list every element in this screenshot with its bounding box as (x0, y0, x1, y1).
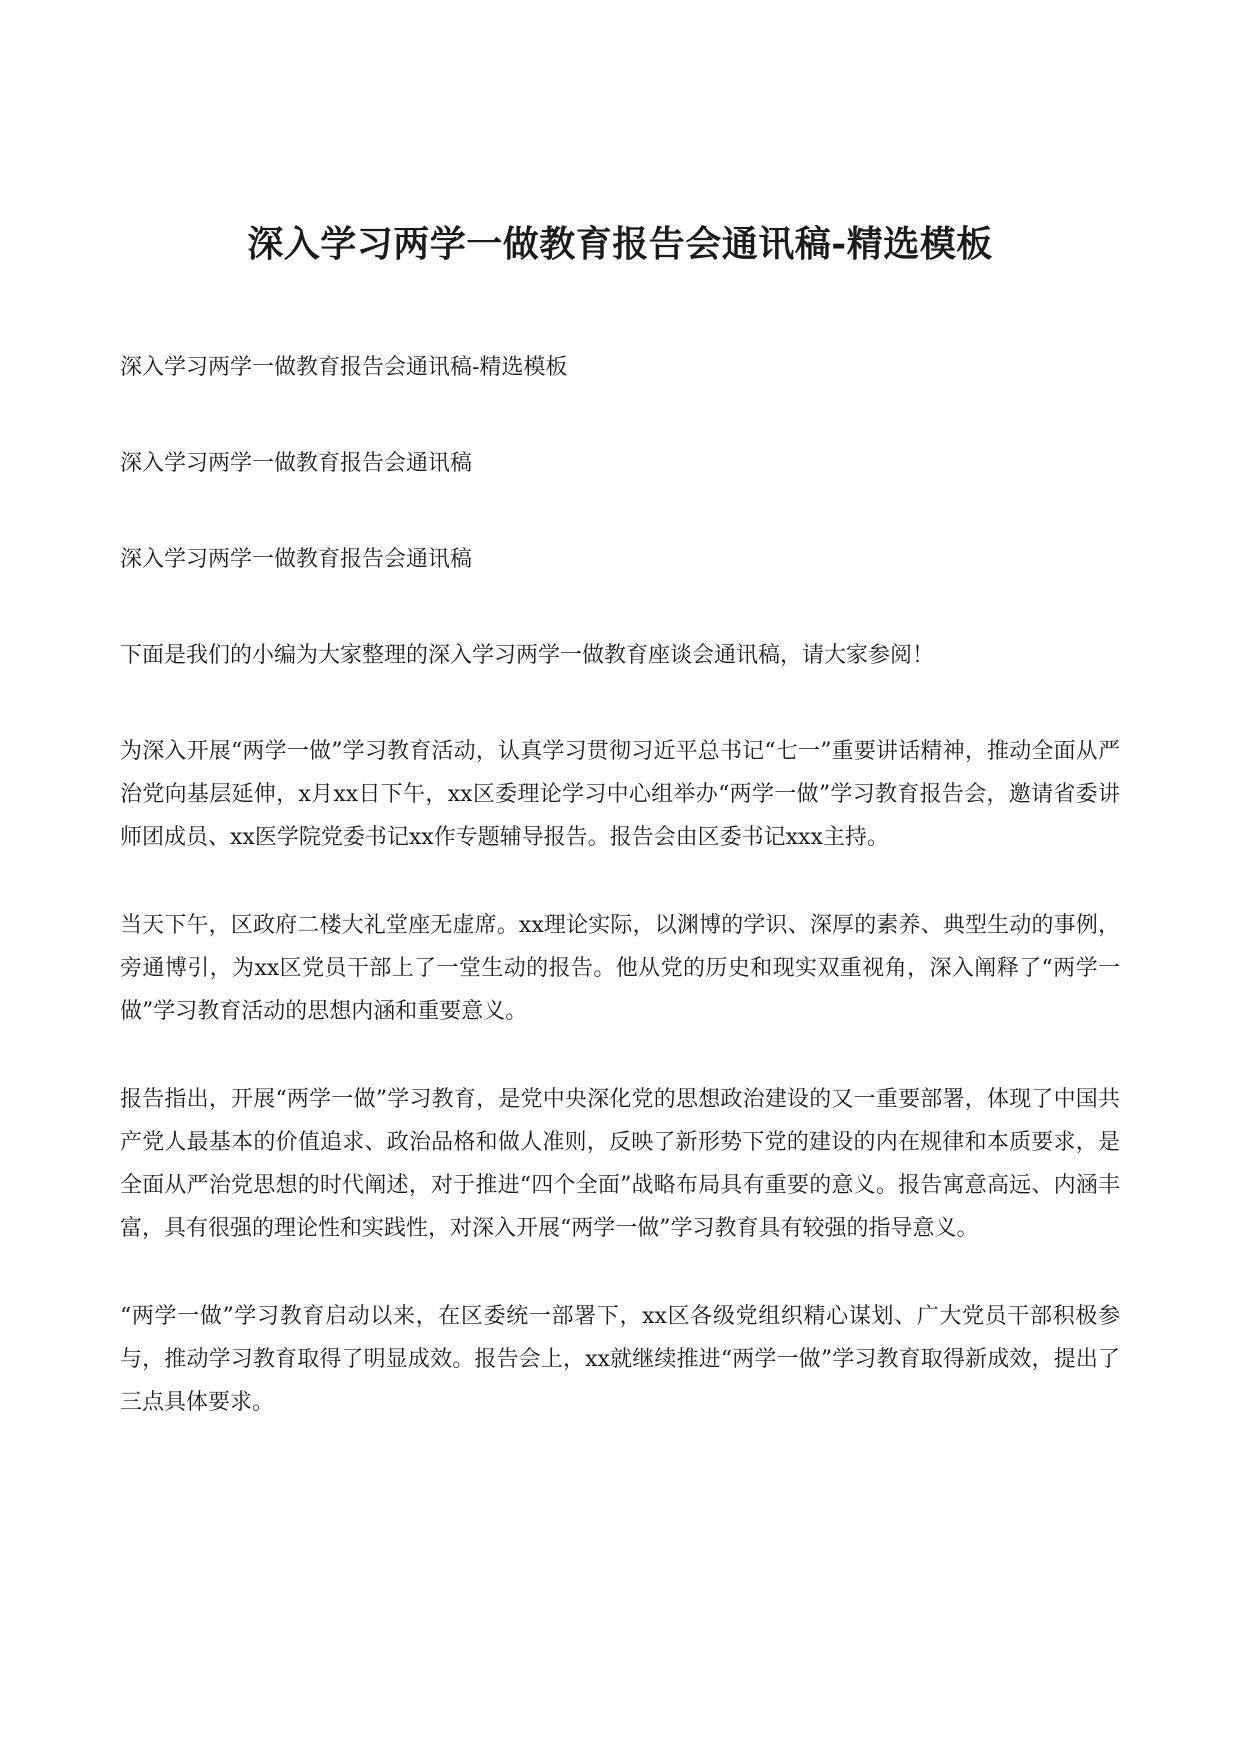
paragraph-2: 当天下午，区政府二楼大礼堂座无虚席。xx理论实际，以渊博的学识、深厚的素养、典型生动的事例，旁通博引，为xx区党员干部上了一堂生动的报告。他从党的历史和现实双重视角，深入阐释了“两学一做”学习教育活动的思想内涵和重要意义。 (120, 913, 1120, 1024)
paragraph-heading-1: 深入学习两学一做教育报告会通讯稿 (120, 451, 473, 476)
paragraph-1: 为深入开展“两学一做”学习教育活动，认真学习贯彻习近平总书记“七一”重要讲话精神，推动全面从严治党向基层延伸，x月xx日下午，xx区委理论学习中心组举办“两学一做”学习教育报告会，邀请省委讲师团成员、xx医学院党委书记xx作专题辅导报告。报告会由区委书记xxx主持。 (120, 739, 1120, 850)
document-title: 深入学习两学一做教育报告会通讯稿-精选模板 (247, 223, 993, 265)
document-body (120, 346, 1120, 1469)
paragraph-4: “两学一做”学习教育启动以来，在区委统一部署下，xx区各级党组织精心谋划、广大党员干部积极参与，推动学习教育取得了明显成效。报告会上，xx就继续推进“两学一做”学习教育取得新成效，提出了三点具体要求。 (120, 1304, 1120, 1415)
paragraph-subtitle: 深入学习两学一做教育报告会通讯稿-精选模板 (120, 355, 568, 380)
paragraph-intro: 下面是我们的小编为大家整理的深入学习两学一做教育座谈会通讯稿，请大家参阅！ (120, 643, 935, 668)
paragraph-3: 报告指出，开展“两学一做”学习教育，是党中央深化党的思想政治建设的又一重要部署，体现了中国共产党人最基本的价值追求、政治品格和做人准则，反映了新形势下党的建设的内在规律和本质要求，是全面从严治党思想的时代阐述，对于推进“四个全面”战略布局具有重要的意义。报告寓意高远、内涵丰富，具有很强的理论性和实践性，对深入开展“两学一做”学习教育具有较强的指导意义。 (120, 1087, 1120, 1241)
paragraph-heading-2: 深入学习两学一做教育报告会通讯稿 (120, 547, 473, 572)
